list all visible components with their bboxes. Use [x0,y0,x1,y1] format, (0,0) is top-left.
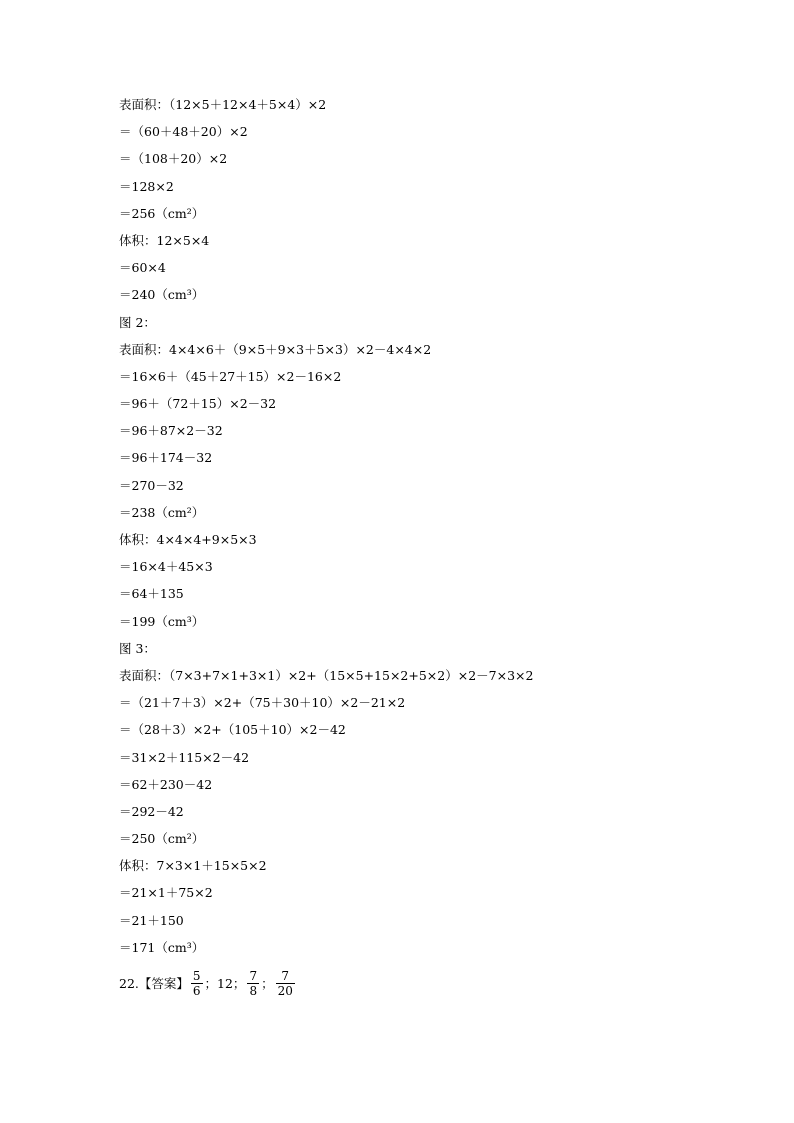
answer-prefix: 22.【答案】 [119,976,189,991]
calculation-line: ＝21＋150 [119,912,184,928]
answer-separator: ；12； [204,976,246,991]
calculation-line: ＝96＋87×2－32 [119,423,223,439]
calculation-line: 图 3： [119,640,156,656]
fraction-numerator: 7 [249,968,258,983]
calculation-line: ＝240（cm³） [119,287,205,303]
calculation-line: ＝64＋135 [119,586,184,602]
calculation-line: ＝（108＋20）×2 [119,151,228,167]
calculation-line: ＝（28＋3）×2+（105＋10）×2－42 [119,722,346,738]
fraction-denominator: 20 [277,983,293,998]
calculation-line: ＝16×6＋（45＋27＋15）×2－16×2 [119,368,342,384]
answer-fraction-2 [247,969,259,998]
calculation-line: 表面积：（12×5＋12×4＋5×4）×2 [119,97,327,112]
calculation-line: ＝62＋230－42 [119,776,213,792]
calculation-line: 体积：7×3×1＋15×5×2 [119,858,267,874]
calculation-line: ＝238（cm²） [119,504,205,520]
calculation-line: ＝60×4 [119,260,166,276]
calculation-line: ＝21×1＋75×2 [119,885,213,901]
calculation-line: ＝199（cm³） [119,613,205,629]
calculation-line: ＝270－32 [119,477,184,493]
fraction-numerator: 5 [192,968,201,983]
answer-separator: ； [261,976,274,991]
calculation-line: ＝256（cm²） [119,205,205,221]
fraction-numerator: 7 [281,968,290,983]
calculation-line: ＝171（cm³） [119,939,205,955]
calculation-line: ＝128×2 [119,178,174,194]
calculation-line: ＝250（cm²） [119,831,205,847]
calculation-line: ＝（21＋7＋3）×2+（75＋30＋10）×2－21×2 [119,695,406,711]
calculation-line: ＝16×4＋45×3 [119,559,213,575]
calculation-line: ＝96＋（72＋15）×2－32 [119,396,277,412]
calculation-line: ＝292－42 [119,803,184,819]
fraction-denominator: 8 [249,983,258,998]
solution-text [119,91,719,1003]
calculation-line: 表面积：4×4×6＋（9×5＋9×3＋5×3）×2－4×4×2 [119,341,432,357]
answer-line [119,963,719,1003]
calculation-line: ＝（60＋48＋20）×2 [119,124,248,140]
calculation-line: 体积：12×5×4 [119,232,210,248]
answer-fraction-3 [276,969,295,998]
calculation-line: 表面积：（7×3+7×1+3×1）×2+（15×5+15×2+5×2）×2－7×3×2 [119,667,534,683]
calculation-line: 图 2： [119,314,156,330]
calculation-line: 体积：4×4×4+9×5×3 [119,532,257,547]
calculation-lines [119,91,719,961]
calculation-line: ＝96＋174－32 [119,450,213,466]
calculation-line: ＝31×2＋115×2－42 [119,749,250,765]
fraction-denominator: 6 [192,983,201,998]
answer-fraction-1 [191,969,203,998]
